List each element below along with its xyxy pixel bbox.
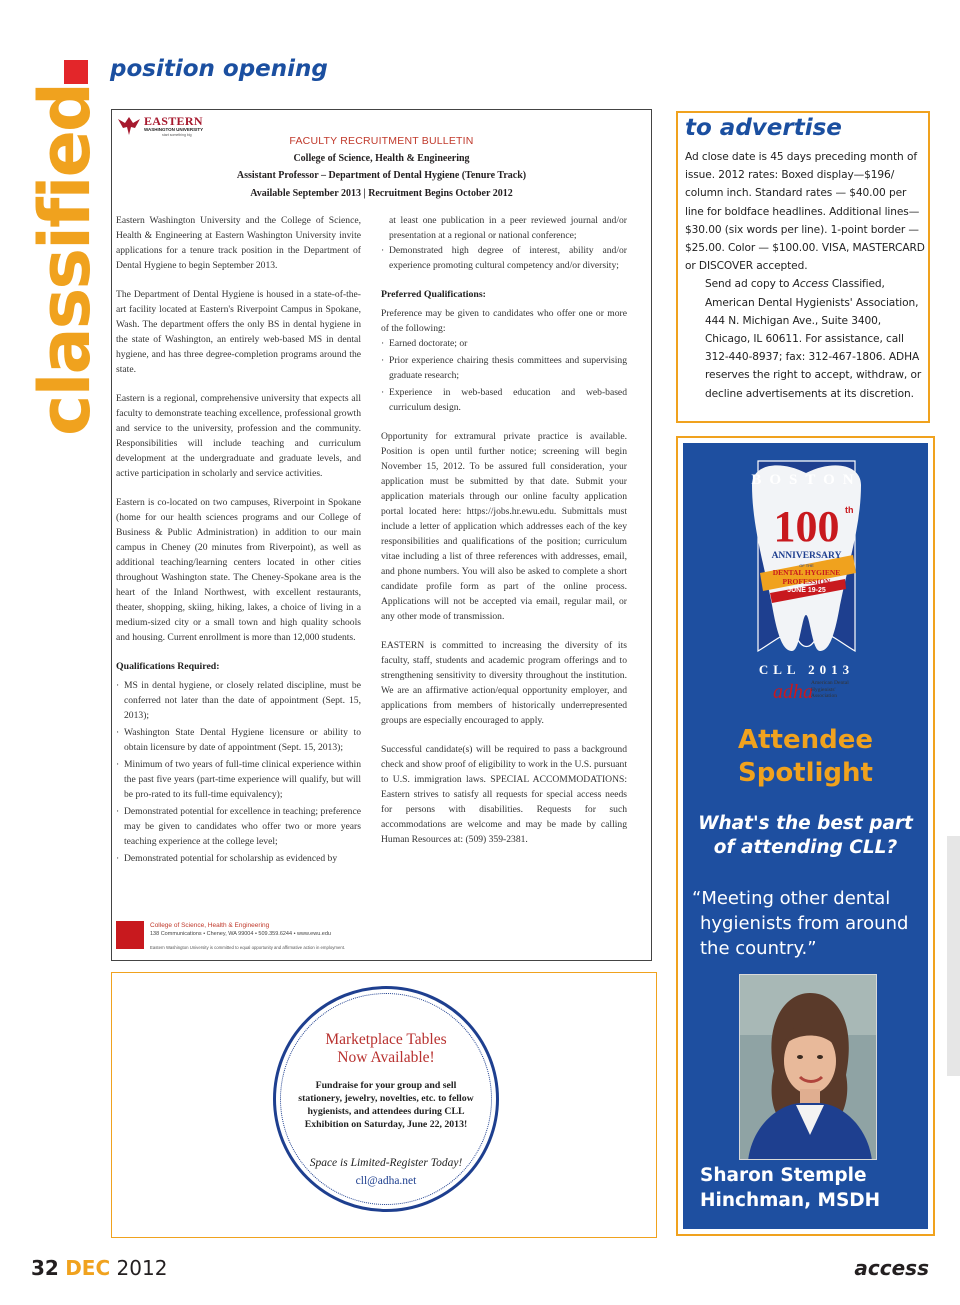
logo-suffix: th bbox=[845, 505, 854, 515]
marketplace-title-line2: Now Available! bbox=[337, 1049, 435, 1066]
advertise-paragraph-2 bbox=[685, 275, 927, 402]
list-item: · Experience in web-based education and web-based curriculum design. bbox=[381, 385, 627, 415]
bulletin-left-column bbox=[116, 213, 361, 868]
portrait-illustration bbox=[740, 975, 877, 1160]
paragraph: Opportunity for extramural private practice is available. Position is open until further notice; screening will begin November 15, 2012. To be assured full consideration, your application must be submitted by that date. Submit your application materials through our online faculty application portal located here: https://jobs.hr.ewu.edu. Submittals must include a letter of application which addresses each of the key responsibilities and qualifications of the position; curriculum vitae including a list of three references with addresses, email, and phone numbers. You will also be asked to complete a short candidate profile form as part of the online process. Applications will not be accepted via email, regular mail, or any other mode of transmission. bbox=[381, 431, 627, 622]
advertise-title: to advertise bbox=[685, 115, 842, 141]
advertise-paragraph-2-post: Classified, American Dental Hygienists' Association, 444 N. Michigan Ave., Suite 3400, Chicago, IL 60611. For assistance, call 312-440-8937; fax: 312-467-1806. ADHA reserves the right to accept, withdraw, or decline advertisements at its discretion. bbox=[705, 278, 922, 400]
list-item: · Minimum of two years of full-time clinical experience within the past five years (part-time experience will qualify, but will be pro-rated to its full-time equivalency); bbox=[116, 757, 361, 802]
logo-anniversary: ANNIVERSARY bbox=[771, 551, 842, 561]
adha-name: American Dental Hygienists' Association bbox=[811, 680, 849, 699]
faculty-bulletin-ad bbox=[111, 109, 652, 961]
section-title: position opening bbox=[110, 56, 328, 82]
qualifications-required-list bbox=[116, 678, 361, 866]
qualifications-required-title: Qualifications Required: bbox=[116, 661, 220, 672]
spotlight-title-line2: Spotlight bbox=[737, 758, 873, 788]
footer-college: College of Science, Health & Engineering bbox=[150, 922, 270, 929]
list-item: · Demonstrated potential for excellence in teaching; preference may be given to candidates who offer two or more years teaching experience at the college level; bbox=[116, 804, 361, 849]
advertise-magazine-name: Access bbox=[792, 278, 829, 291]
logo-subtitle: WASHINGTON UNIVERSITY bbox=[144, 127, 204, 132]
ewu-mark bbox=[116, 921, 144, 949]
folio-left bbox=[31, 1256, 167, 1280]
bulletin-footer bbox=[116, 921, 646, 955]
paragraph: EASTERN is committed to increasing the diversity of its faculty, staff, students and academic program offerings and to strengthening sensitivity to diversity throughout the institution. We are an affirmative action/equal opportunity employer, and applications from members of historically underrepresented groups are especially encouraged to apply. bbox=[381, 640, 627, 726]
marketplace-email[interactable]: cll@adha.net bbox=[355, 1175, 417, 1187]
classified-vertical-word: classified bbox=[24, 83, 106, 437]
adha-wordmark: adha bbox=[773, 681, 813, 703]
logo-word: EASTERN bbox=[144, 114, 203, 128]
paragraph: Eastern is co-located on two campuses, Riverpoint in Spokane (home for our health sciences programs and our College of Business & Public Administration) in addition to our main campus in Cheney (20 minutes from Riverpoint), as well as additional teaching/learning centers located in other cities throughout Washington state. The Cheney-Spokane area is the heart of the Inland Northwest, with excellent restaurants, theater, shopping, skiing, hiking, lakes, a choice of living in a medium-sized city or a small town and high quality schools and housing. Current enrollment is more than 12,000 students. bbox=[116, 497, 361, 643]
paragraph: The Department of Dental Hygiene is housed in a state-of-the-art facility located at Eastern's Riverpoint Campus in Spokane, Wash. The department offers the only BS in dental hygiene in the state of Washington, an entirely web-based MS in dental hygiene, and has three degree-completion programs around the state. bbox=[116, 289, 361, 375]
paragraph: Eastern is a regional, comprehensive university that expects all faculty to demonstrate teaching excellence, professional growth and service to the university, profession and the community. Responsibilities will include teaching and curriculum development at the undergraduate and graduate levels, and active participation in scholarly and service activities. bbox=[116, 393, 361, 479]
paragraph: at least one publication in a peer reviewed journal and/or presentation at a regional or national conference; bbox=[389, 215, 627, 241]
marketplace-seal bbox=[273, 986, 499, 1212]
marketplace-title-line1: Marketplace Tables bbox=[325, 1031, 447, 1048]
spotlight-question-line2: of attending CLL? bbox=[713, 837, 898, 858]
logo-profession: DENTAL HYGIENE PROFESSION bbox=[772, 568, 841, 586]
list-item: · MS in dental hygiene, or closely related discipline, must be conferred not later than the date of appointment (Sept. 15, 2013); bbox=[116, 678, 361, 723]
spotlight-frame bbox=[676, 436, 935, 1236]
attendee-portrait bbox=[739, 974, 877, 1160]
list-item: · Demonstrated high degree of interest, ability and/or experience promoting cultural competency and/or diversity; bbox=[381, 243, 627, 273]
list-item: · Earned doctorate; or bbox=[381, 336, 627, 351]
bulletin-right-column bbox=[381, 213, 627, 861]
paragraph: Eastern Washington University and the College of Science, Health & Engineering at Eastern Washington University invite applications for a tenure track position in the Department of Dental Hygiene to begin September 2013. bbox=[116, 215, 361, 271]
attendee-name-line1: Sharon Stemple bbox=[700, 1165, 867, 1186]
bulletin-college: College of Science, Health & Engineering bbox=[293, 153, 470, 164]
preferred-qualifications-list bbox=[381, 336, 627, 415]
page-edge-tab bbox=[947, 836, 960, 1076]
boston-100-logo bbox=[748, 455, 865, 715]
list-item: · Demonstrated potential for scholarship as evidenced by bbox=[116, 851, 361, 866]
quote-line: “Meeting other dental bbox=[692, 888, 891, 909]
logo-dates: JUNE 19-25 bbox=[787, 587, 826, 594]
preferred-intro: Preference may be given to candidates who offer one or more of the following: bbox=[381, 308, 627, 334]
bulletin-position: Assistant Professor – Department of Dental Hygiene (Tenure Track) bbox=[236, 170, 527, 181]
logo-tagline: start something big bbox=[162, 133, 192, 137]
logo-of-the: OF THE bbox=[799, 563, 814, 568]
advertise-paragraph-2-pre: Send ad copy to bbox=[705, 278, 793, 291]
logo-event: CLL 2013 bbox=[758, 662, 855, 677]
bulletin-heading: FACULTY RECRUITMENT BULLETIN bbox=[289, 135, 474, 147]
continuation-list bbox=[381, 243, 627, 273]
list-item: · Washington State Dental Hygiene licensure or ability to obtain licensure by date of appointment (Sept. 15, 2013); bbox=[116, 725, 361, 755]
logo-number: 100 bbox=[773, 502, 840, 551]
attendee-name bbox=[700, 1163, 880, 1213]
advertise-box bbox=[676, 111, 930, 423]
footer-eeo: Eastern Washington University is committed to equal opportunity and affirmative action in employment. bbox=[150, 945, 346, 950]
quote-line: the country.” bbox=[700, 938, 817, 959]
marketplace-ad bbox=[111, 972, 657, 1238]
preferred-qualifications-title: Preferred Qualifications: bbox=[381, 289, 486, 300]
spotlight-title-line1: Attendee bbox=[737, 725, 873, 755]
issue-month: DEC bbox=[65, 1256, 111, 1280]
advertise-body bbox=[685, 148, 927, 403]
page-number: 32 bbox=[31, 1256, 59, 1280]
spotlight-quote bbox=[692, 886, 927, 961]
spotlight-question-line1: What's the best part bbox=[698, 813, 913, 834]
attendee-spotlight bbox=[683, 443, 928, 1229]
marketplace-tagline: Space is Limited-Register Today! bbox=[309, 1157, 463, 1169]
section-marker bbox=[64, 60, 88, 84]
magazine-name: access bbox=[854, 1256, 929, 1280]
list-item: · Prior experience chairing thesis committees and supervising graduate research; bbox=[381, 353, 627, 383]
advertise-paragraph-1: Ad close date is 45 days preceding month of issue. 2012 rates: Boxed display—$196/ column inch. Standard rates — $40.00 per line for boldface headlines. Additional lines— $30.00 (six words per line). 1-point border — $25.00. Color — $100.00. VISA, MASTERCARD or DISCOVER accepted. bbox=[685, 151, 925, 273]
classified-sidebar bbox=[24, 83, 106, 437]
attendee-name-line2: Hinchman, MSDH bbox=[700, 1190, 881, 1211]
paragraph: Successful candidate(s) will be required to pass a background check and show proof of eligibility to work in the U.S. pursuant to U.S. immigration laws. SPECIAL ACCOMMODATIONS: Eastern strives to satisfy all requests for special access needs for persons with disabilities. Requests for such accommodations are welcome and may be made by calling Human Resources at: (509) 359-2381. bbox=[381, 744, 627, 845]
marketplace-body: Fundraise for your group and sell stationery, jewelry, novelties, etc. to fellow hygienists, and attendees during CLL Exhibition on Saturday, June 22, 2013! bbox=[298, 1080, 474, 1130]
bulletin-dates: Available September 2013 | Recruitment Begins October 2012 bbox=[250, 188, 513, 199]
footer-address: 138 Communications • Cheney, WA 99004 • 509.359.6244 • www.ewu.edu bbox=[150, 931, 331, 937]
logo-city: BOSTON bbox=[751, 472, 862, 488]
issue-year: 2012 bbox=[116, 1256, 168, 1280]
adha-logo bbox=[769, 677, 867, 713]
quote-line: hygienists from around bbox=[700, 913, 909, 934]
